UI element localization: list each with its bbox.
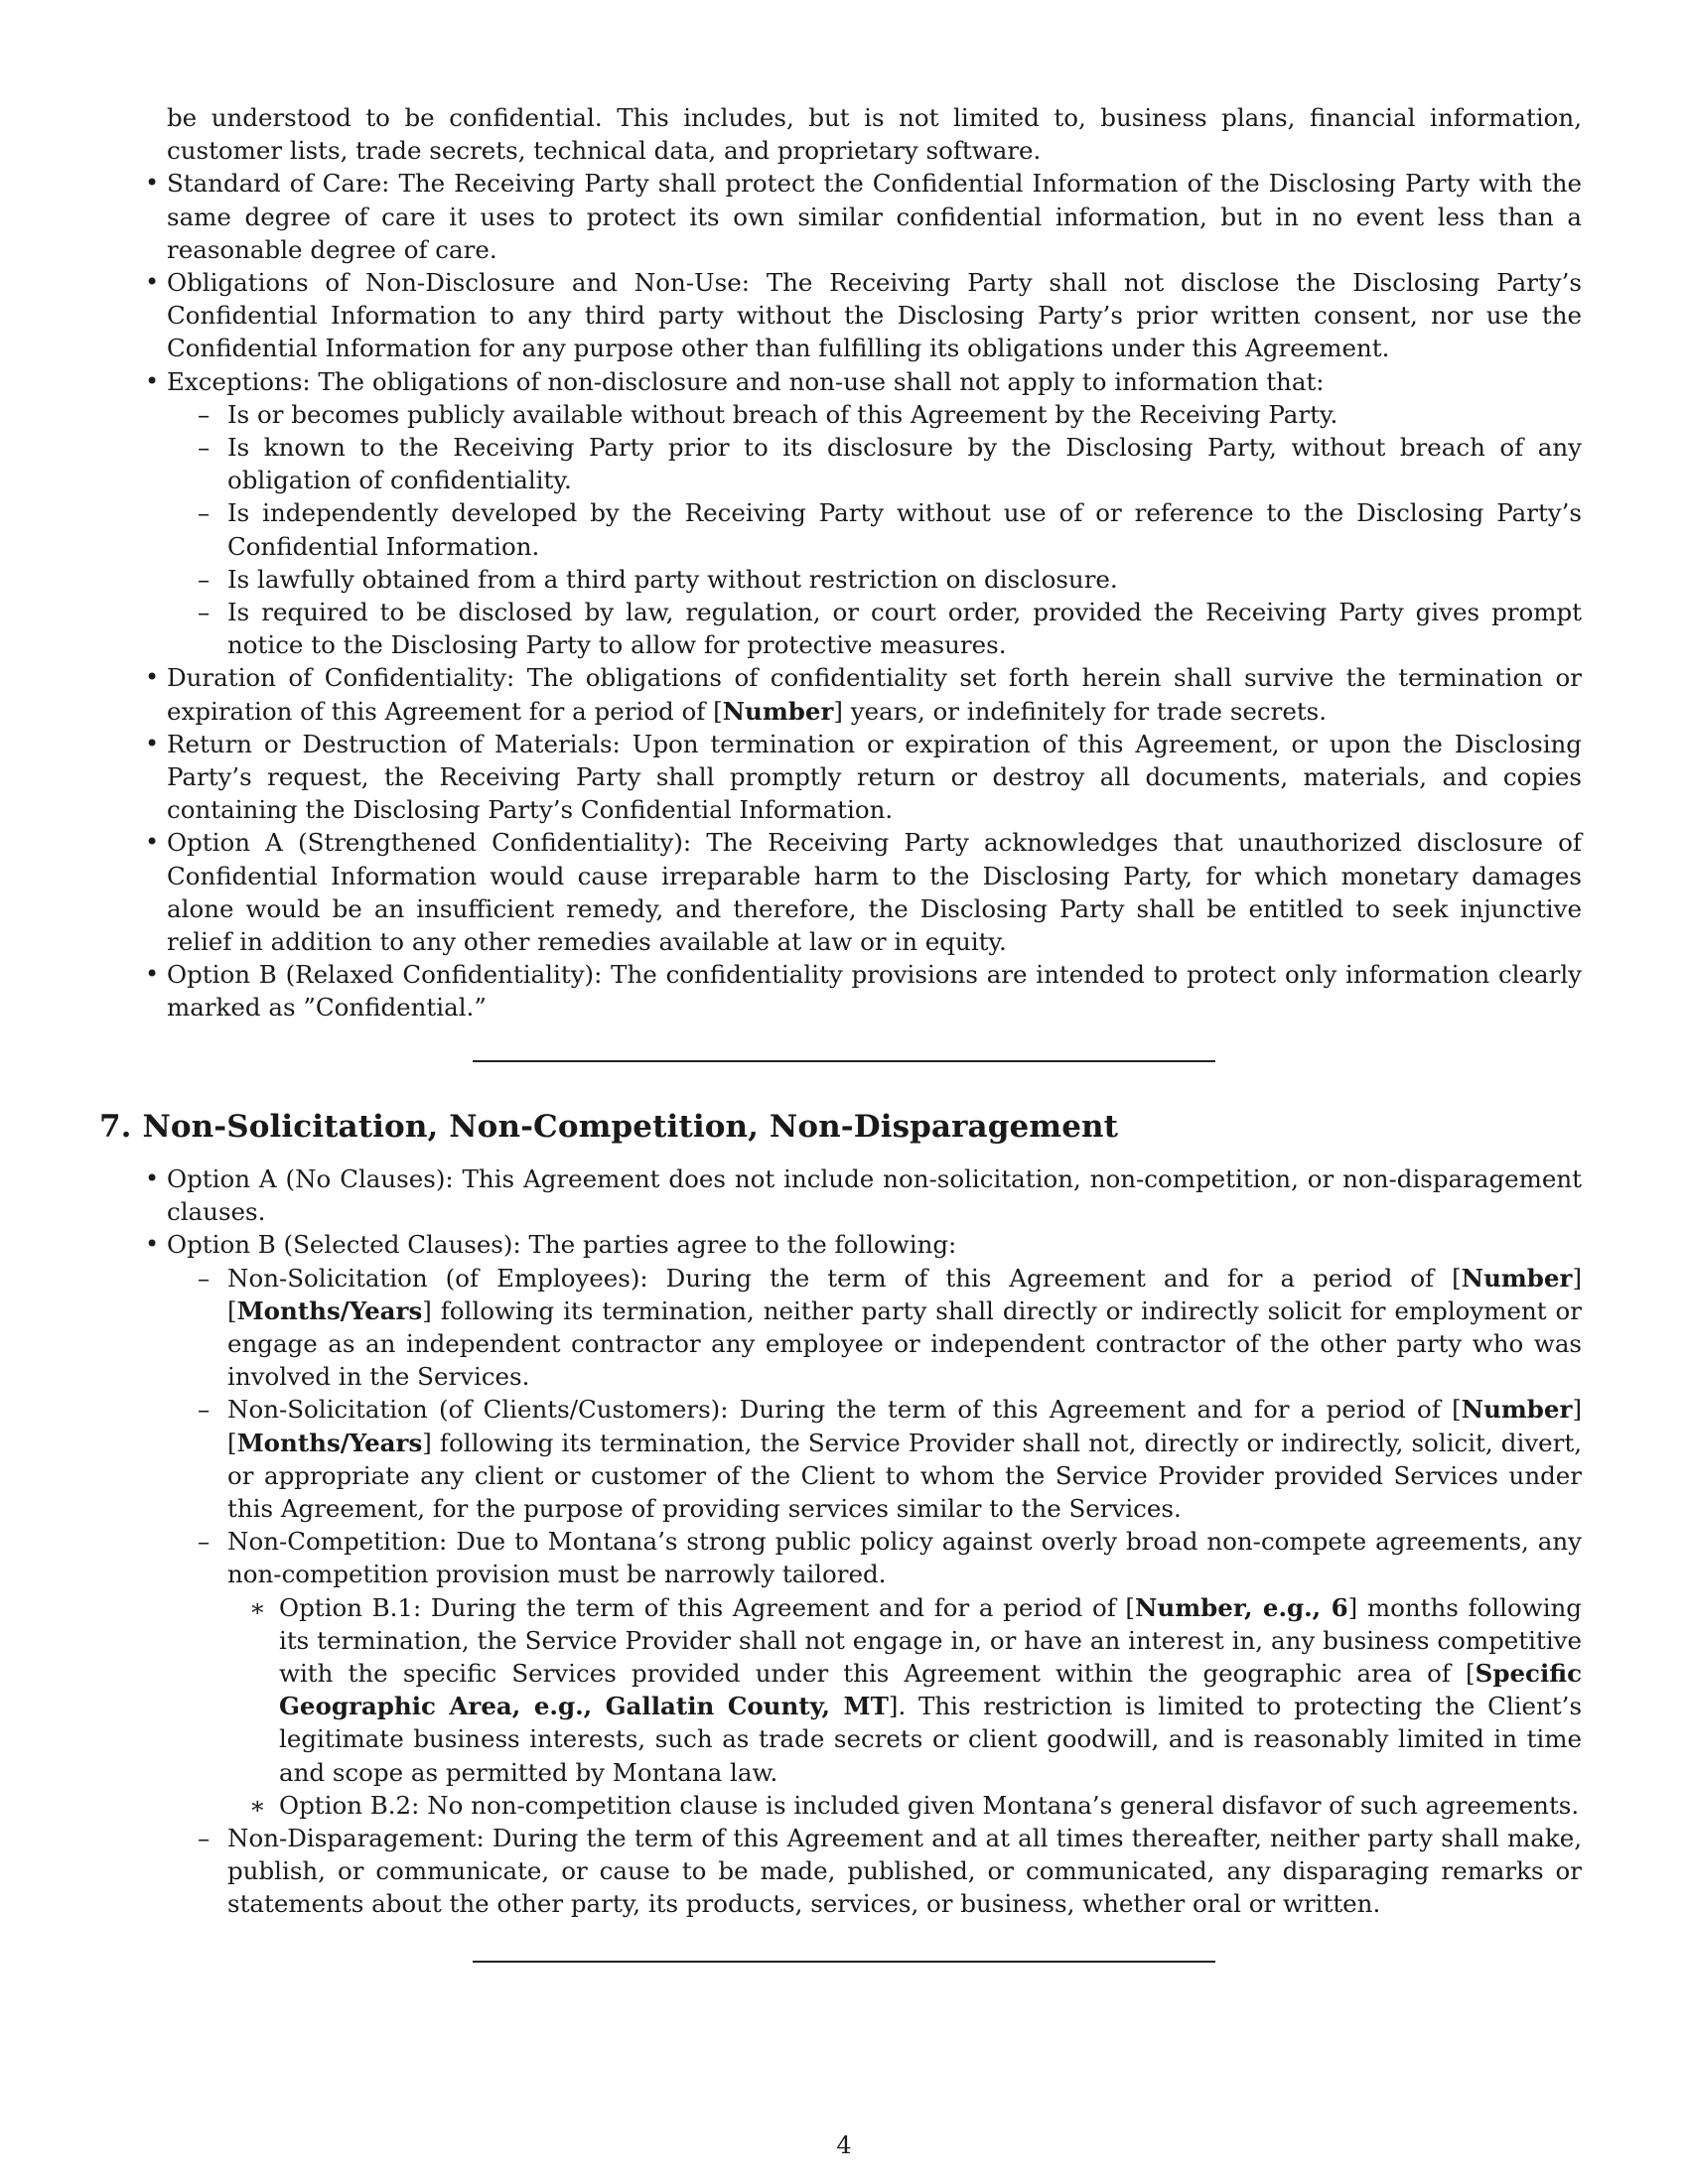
- dash-icon: –: [198, 433, 211, 463]
- sub-item-text: Is required to be disclosed by law, regulation, or court order, provided the Receiving Party gives prompt notice to the Disclosing Party to allow for protective measures.: [227, 598, 1582, 660]
- placeholder-period: Months/Years: [236, 1296, 423, 1325]
- section-divider: [473, 1961, 1215, 1963]
- bullet-icon: •: [145, 169, 160, 198]
- clause-text: ] following its termination, neither party shall directly or indirectly solicit for employment or engage as an independent contractor any employee or independent contractor of the other party who was involved in the Services.: [227, 1296, 1582, 1392]
- page-number: 4: [836, 2131, 852, 2159]
- dash-icon: –: [198, 498, 211, 528]
- continuation-paragraph: be understood to be confidential. This includes, but is not limited to, business plans, financial information, customer lists, trade secrets, technical data, and proprietary software.: [167, 103, 1582, 166]
- sub-list-item: [198, 431, 1582, 496]
- bullet-icon: •: [145, 1164, 160, 1192]
- placeholder-number: Number: [1461, 1395, 1573, 1425]
- dash-icon: –: [198, 1263, 211, 1293]
- dash-icon: –: [198, 564, 211, 594]
- clause-text: ] [: [227, 1395, 1582, 1457]
- list-item: [145, 167, 1582, 266]
- list-item: [145, 1162, 1582, 1228]
- section-6-list: [145, 167, 1582, 1024]
- placeholder-number: Number, e.g., 6: [1135, 1592, 1348, 1622]
- option-text: Option B.1: During the term of this Agreement and for a period of [: [279, 1592, 1135, 1622]
- asterisk-icon: ∗: [249, 1790, 266, 1820]
- item-text: Return or Destruction of Materials: Upon termination or expiration of this Agreement, or upon the Disclosing Party’s request, the Receiving Party shall promptly return or destroy all documents, materials, and copies containing the Disclosing Party’s Confidential Information.: [167, 729, 1582, 825]
- clause-text: Non-Solicitation (of Clients/Customers): During the term of this Agreement and for a period of [: [227, 1395, 1462, 1425]
- option-text: ]. This restriction is limited to protecting the Client’s legitimate business interests, such as trade secrets or client goodwill, and is reasonably limited in time and scope as permitted by Montana law.: [279, 1692, 1583, 1787]
- item-text: Option A (No Clauses): This Agreement does not include non-solicitation, non-competition, or non-disparagement clauses.: [167, 1164, 1582, 1227]
- list-item: [145, 826, 1582, 958]
- sub-item-text: Is or becomes publicly available without breach of this Agreement by the Receiving Party.: [227, 399, 1338, 429]
- section-7-list: [145, 1162, 1583, 1921]
- item-text: Option B (Relaxed Confidentiality): The confidentiality provisions are intended to protect only information clearly marked as ”Confidential.”: [167, 960, 1582, 1023]
- non-competition-options: [227, 1591, 1582, 1822]
- item-text: ] years, or indefinitely for trade secrets.: [833, 696, 1328, 726]
- dash-icon: –: [198, 598, 211, 627]
- list-item: [145, 958, 1582, 1024]
- placeholder-number: Number: [722, 696, 834, 726]
- section-7-heading: 7. Non-Solicitation, Non-Competition, Non-Disparagement: [99, 1109, 1119, 1145]
- sub-list-item: [198, 1525, 1583, 1822]
- item-text: Obligations of Non-Disclosure and Non-Use: The Receiving Party shall not disclose the Disclosing Party’s Confidential Information to any third party without the Disclosing Party’s prior written consent, nor use the Confidential Information for any purpose other than fulfilling its obligations under this Agreement.: [167, 268, 1582, 363]
- exceptions-list: [167, 398, 1582, 662]
- option-item: [249, 1789, 1582, 1822]
- section-6-body: [145, 101, 1582, 1024]
- item-text: Option A (Strengthened Confidentiality): The Receiving Party acknowledges that unauthorized disclosure of Confidential Information would cause irreparable harm to the Disclosing Party, for which monetary damages alone would be an insufficient remedy, and therefore, the Disclosing Party shall be entitled to seek injunctive relief in addition to any other remedies available at law or in equity.: [167, 828, 1582, 957]
- clause-text: Non-Disparagement: During the term of this Agreement and at all times thereafter, neither party shall make, publish, or communicate, or cause to be made, published, or communicated, any disparaging remarks or statements about the other party, its products, services, or business, whether oral or written.: [227, 1824, 1582, 1919]
- dash-icon: –: [198, 1527, 211, 1557]
- sub-list-item: [198, 1262, 1582, 1394]
- clause-text: Non-Competition: Due to Montana’s strong public policy against overly broad non-compete agreements, any non-competition provision must be narrowly tailored.: [227, 1527, 1582, 1589]
- clause-text: ] [: [227, 1263, 1582, 1325]
- sub-item-text: Is independently developed by the Receiving Party without use of or reference to the Disclosing Party’s Confidential Information.: [227, 498, 1582, 561]
- list-item: [145, 266, 1582, 365]
- list-item: [145, 728, 1582, 827]
- placeholder-number: Number: [1461, 1263, 1573, 1293]
- bullet-icon: •: [145, 960, 160, 989]
- section-7-body: [145, 1162, 1583, 1921]
- sub-list-item: [198, 1393, 1582, 1525]
- bullet-icon: •: [145, 729, 160, 757]
- item-text: Exceptions: The obligations of non-disclosure and non-use shall not apply to information that:: [167, 366, 1325, 396]
- dash-icon: –: [198, 399, 211, 429]
- bullet-icon: •: [145, 1230, 160, 1259]
- list-item: [145, 661, 1582, 727]
- sub-list-item: [198, 1822, 1582, 1921]
- dash-icon: –: [198, 1395, 211, 1425]
- item-text: Standard of Care: The Receiving Party shall protect the Confidential Information of the Disclosing Party with the same degree of care it uses to protect its own similar confidential information, but in no event less than a reasonable degree of care.: [167, 169, 1582, 264]
- bullet-icon: •: [145, 828, 160, 857]
- sub-list-item: [198, 496, 1582, 562]
- bullet-icon: •: [145, 268, 160, 297]
- clause-text: Non-Solicitation (of Employees): During the term of this Agreement and for a period of [: [227, 1263, 1462, 1293]
- bullet-icon: •: [145, 663, 160, 692]
- option-text: Option B.2: No non-competition clause is included given Montana’s general disfavor of such agreements.: [279, 1790, 1580, 1820]
- selected-clauses-list: [167, 1262, 1582, 1921]
- item-text: Duration of Confidentiality: The obligations of confidentiality set forth herein shall survive the termination or expiration of this Agreement for a period of [: [167, 663, 1582, 726]
- sub-list-item: [198, 563, 1582, 596]
- sub-list-item: [198, 398, 1582, 431]
- dash-icon: –: [198, 1824, 211, 1853]
- placeholder-area: Specific Geographic Area, e.g., Gallatin County, MT: [279, 1659, 1582, 1721]
- option-text: ] months following its termination, the Service Provider shall not engage in, or have an interest in, any business competitive with the specific Services provided under this Agreement within the geographic area of [: [279, 1592, 1582, 1689]
- asterisk-icon: ∗: [249, 1592, 266, 1622]
- bullet-icon: •: [145, 366, 160, 395]
- placeholder-period: Months/Years: [236, 1428, 423, 1457]
- section-divider: [473, 1060, 1215, 1062]
- sub-list-item: [198, 596, 1582, 661]
- list-item: [145, 1228, 1583, 1920]
- list-item: [145, 365, 1582, 662]
- option-item: [249, 1591, 1583, 1789]
- clause-text: ] following its termination, the Service Provider shall not, directly or indirectly, solicit, divert, or appropriate any client or customer of the Client to whom the Service Provider provided Services under this Agreement, for the purpose of providing services similar to the Services.: [227, 1428, 1582, 1524]
- item-text: Option B (Selected Clauses): The parties agree to the following:: [167, 1230, 957, 1260]
- sub-item-text: Is known to the Receiving Party prior to its disclosure by the Disclosing Party, without breach of any obligation of confidentiality.: [227, 433, 1582, 495]
- sub-item-text: Is lawfully obtained from a third party without restriction on disclosure.: [227, 564, 1118, 594]
